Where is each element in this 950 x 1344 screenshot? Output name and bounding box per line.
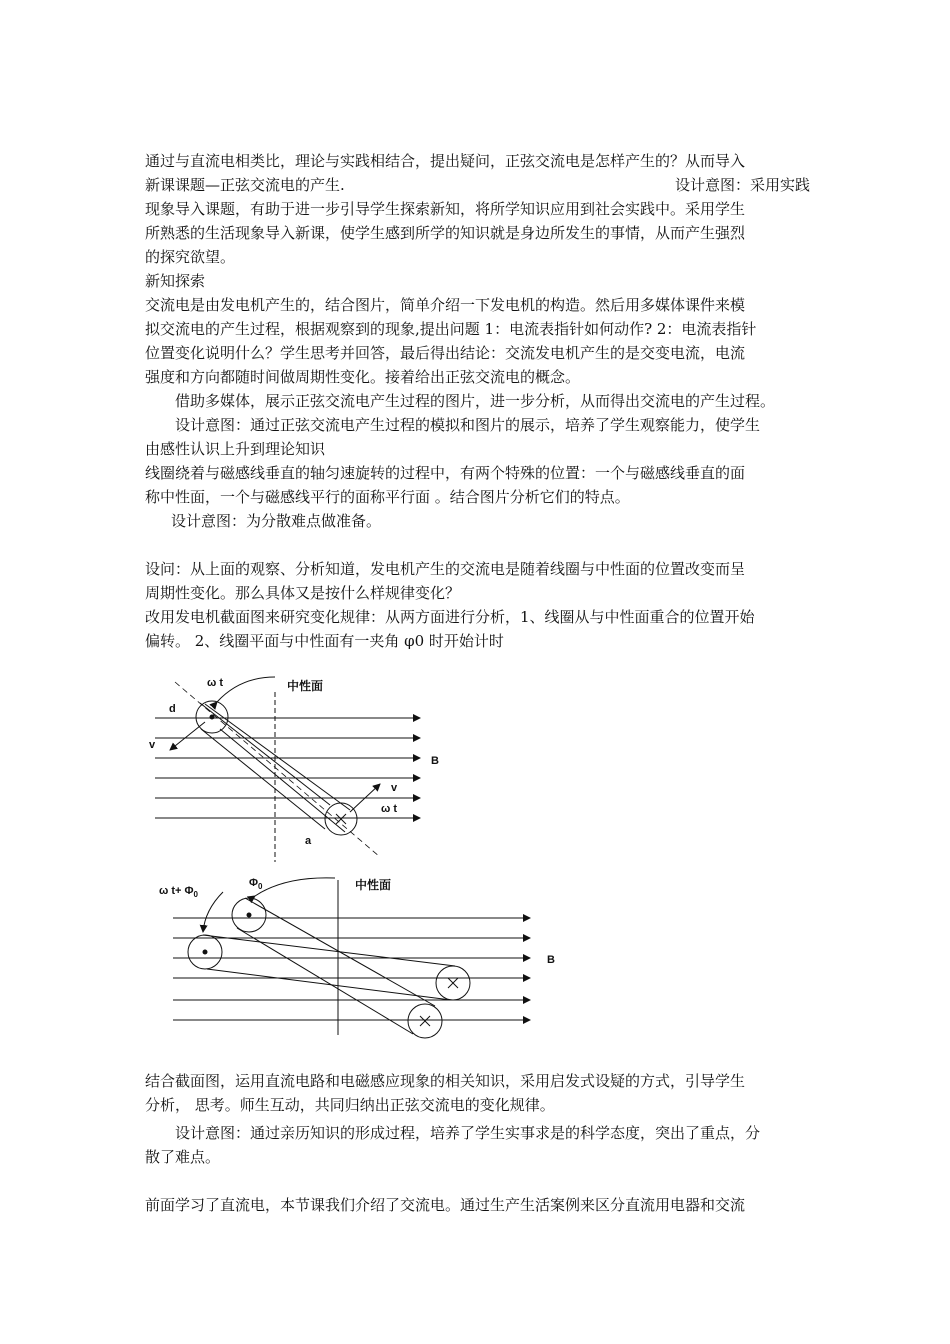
label-phi0 bbox=[249, 877, 263, 891]
phi-angle-arrow bbox=[255, 878, 335, 896]
dot-current-out-icon bbox=[210, 715, 215, 720]
label-omega-t-phi-text: ω t+ Φ bbox=[159, 885, 194, 897]
text-line: 结合截面图，运用直流电路和电磁感应现象的相关知识，采用启发式设疑的方式，引导学生 bbox=[145, 1072, 746, 1090]
label-neutral-plane: 中性面 bbox=[355, 878, 392, 892]
text-line: 改用发电机截面图来研究变化规律：从两方面进行分析，1、线圈从与中性面重合的位置开始 bbox=[145, 608, 755, 626]
label-omega-t-phi bbox=[159, 885, 199, 899]
text-line: 所熟悉的生活现象导入新课，使学生感到所学的知识就是身边所发生的事情，从而产生强烈 bbox=[145, 224, 746, 242]
label-phi-text: Φ bbox=[249, 877, 259, 889]
label-omega-t-right: ω t bbox=[381, 803, 398, 815]
text-line: 设计意图：为分散难点做准备。 bbox=[171, 512, 382, 530]
section-heading: 新知探索 bbox=[145, 272, 206, 290]
paragraph-design-intent-3 bbox=[145, 1121, 810, 1169]
text-line: 设计意图：通过亲历知识的形成过程，培养了学生实事求是的科学态度，突出了重点，分 bbox=[175, 1124, 761, 1142]
label-omega-t-top: ω t bbox=[207, 677, 224, 689]
dot-current-out-icon bbox=[247, 913, 252, 918]
cross-current-in-icon bbox=[336, 814, 346, 824]
text-line: 现象导入课题，有助于进一步引导学生探索新知，将所学知识应用到社会实践中。采用学生 bbox=[145, 200, 746, 218]
text-line: 通过与直流电相类比，理论与实践相结合，提出疑问，正弦交流电是怎样产生的？从而导入 bbox=[145, 152, 746, 170]
text-line: 拟交流电的产生过程，根据观察到的现象,提出问题 1：电流表指针如何动作? 2：电流表指针 bbox=[145, 320, 757, 338]
label-B: B bbox=[547, 954, 555, 966]
cross-section-figure-1 bbox=[145, 672, 445, 864]
label-v-left: v bbox=[149, 739, 156, 751]
text-line: 借助多媒体，展示正弦交流电产生过程的图片，进一步分析，从而得出交流电的产生过程。 bbox=[175, 392, 776, 410]
text-line: 强度和方向都随时间做周期性变化。接着给出正弦交流电的概念。 bbox=[145, 368, 581, 386]
paragraph-cross-section bbox=[145, 605, 810, 653]
paragraph-coil-rotation bbox=[145, 461, 810, 509]
omega-angle-arrow bbox=[203, 892, 223, 932]
paragraph-intro bbox=[145, 149, 810, 269]
dashed-axis-line bbox=[175, 682, 380, 857]
label-phi-subscript: 0 bbox=[193, 890, 198, 899]
text-line: 的探究欲望。 bbox=[145, 248, 236, 266]
label-a: a bbox=[305, 835, 312, 847]
text-line: 线圈绕着与磁感线垂直的轴匀速旋转的过程中，有两个特殊的位置：一个与磁感线垂直的面 bbox=[145, 464, 746, 482]
label-neutral-plane: 中性面 bbox=[287, 679, 324, 693]
cross-current-in-icon bbox=[420, 978, 458, 1026]
paragraph-conclusion bbox=[145, 1193, 810, 1217]
text-line: 设问：从上面的观察、分析知道，发电机产生的交流电是随着线圈与中性面的位置改变而呈 bbox=[145, 560, 746, 578]
magnetic-field-lines bbox=[173, 918, 530, 1020]
text-fragment: 新课课题—正弦交流电的产生. bbox=[145, 176, 345, 194]
rotation-arrow bbox=[217, 677, 275, 702]
text-line: 周期性变化。那么具体又是按什么样规律变化？ bbox=[145, 584, 461, 602]
paragraph-generator bbox=[145, 293, 810, 389]
label-B: B bbox=[431, 755, 439, 767]
text-line: 由感性认识上升到理论知识 bbox=[145, 440, 326, 458]
paragraph-design-intent-1 bbox=[145, 413, 810, 461]
label-d: d bbox=[169, 703, 176, 715]
text-line: 设计意图：通过正弦交流电产生过程的模拟和图片的展示，培养了学生观察能力，使学生 bbox=[175, 416, 761, 434]
text-line: 散了难点。 bbox=[145, 1148, 221, 1166]
text-line bbox=[145, 173, 810, 197]
coil-outline bbox=[196, 701, 357, 835]
text-line: 称中性面，一个与磁感线平行的面称平行面 。结合图片分析它们的特点。 bbox=[145, 488, 630, 506]
text-line: 位置变化说明什么？学生思考并回答，最后得出结论：交流发电机产生的是交变电流，电流 bbox=[145, 344, 746, 362]
paragraph-summary bbox=[145, 1069, 810, 1117]
label-v-right: v bbox=[391, 782, 398, 794]
velocity-arrow-left bbox=[170, 722, 205, 750]
text-fragment: 设计意图：采用实践 bbox=[674, 176, 810, 194]
coil-outline-2 bbox=[188, 935, 470, 1000]
text-line: 偏转。 2、线圈平面与中性面有一夹角 φ0 时开始计时 bbox=[145, 632, 504, 650]
paragraph-question bbox=[145, 557, 810, 605]
text-line: 分析， 思考。师生互动，共同归纳出正弦交流电的变化规律。 bbox=[145, 1096, 555, 1114]
paragraph-multimedia bbox=[145, 389, 810, 413]
cross-section-figure-2 bbox=[145, 870, 575, 1040]
text-line: 前面学习了直流电，本节课我们介绍了交流电。通过生产生活案例来区分直流用电器和交流 bbox=[145, 1196, 746, 1214]
paragraph-design-intent-2 bbox=[145, 509, 810, 533]
label-phi0-subscript: 0 bbox=[258, 882, 263, 891]
text-line: 交流电是由发电机产生的，结合图片，简单介绍一下发电机的构造。然后用多媒体课件来模 bbox=[145, 296, 746, 314]
coil-outline-1 bbox=[232, 898, 442, 1038]
dot-current-out-icon bbox=[203, 950, 208, 955]
heading-new-knowledge bbox=[145, 269, 810, 293]
